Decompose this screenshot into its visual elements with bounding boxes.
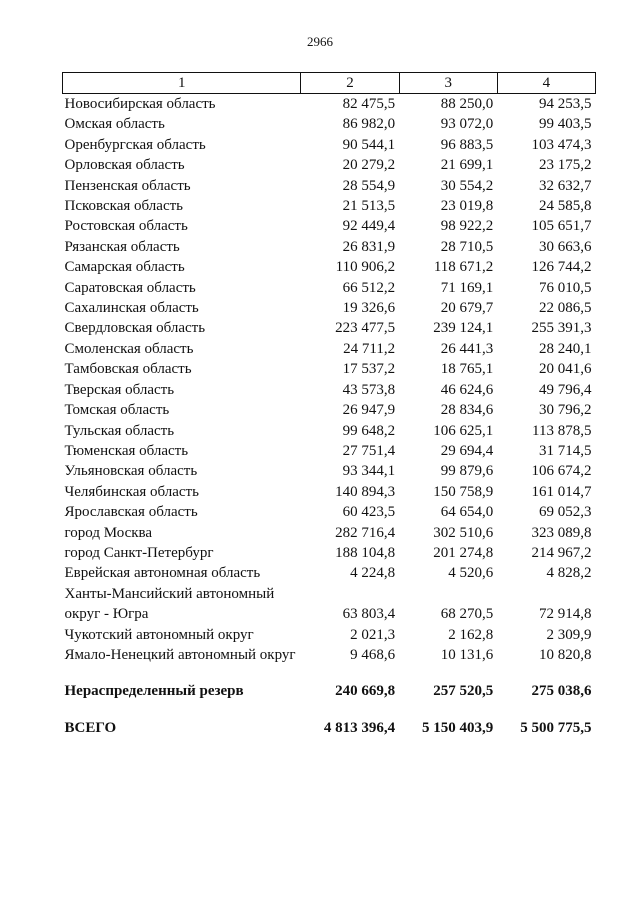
value-col2: 223 477,5: [335, 320, 396, 337]
region-name: город Санкт-Петербург: [64, 544, 214, 561]
table-row: [63, 155, 596, 175]
value-col4: 99 403,5: [539, 116, 592, 133]
value-col4: 20 041,6: [539, 361, 592, 378]
table-row: [63, 237, 596, 257]
value-col2: 2 021,3: [350, 626, 396, 643]
region-name: Смоленская область: [64, 340, 194, 357]
value-col3: 30 554,2: [440, 177, 494, 194]
table-row: [63, 359, 596, 379]
value-col3: 302 510,6: [433, 524, 494, 541]
region-name: Оренбургская область: [64, 136, 206, 153]
value-col3: 18 765,1: [440, 361, 494, 378]
value-col4: 106 674,2: [531, 463, 592, 480]
region-name: Омская область: [64, 116, 165, 133]
region-name: Ямало-Ненецкий автономный округ: [64, 646, 296, 663]
value-col4: 72 914,8: [539, 606, 592, 623]
value-col4: 31 714,5: [539, 442, 592, 459]
table-summary: [63, 665, 596, 738]
value-col2: 86 982,0: [342, 116, 396, 133]
value-col2: 43 573,8: [342, 381, 396, 398]
value-col4: 49 796,4: [539, 381, 592, 398]
value-col3: 2 162,8: [448, 626, 494, 643]
value-col3: 20 679,7: [440, 300, 494, 317]
region-name: Ярославская область: [64, 504, 198, 521]
table-row: [63, 502, 596, 522]
header-row: [63, 73, 596, 94]
value-col2: 21 513,5: [342, 198, 396, 215]
region-name: Самарская область: [64, 259, 185, 276]
value-col3: 99 879,6: [440, 463, 494, 480]
value-col4: 10 820,8: [539, 646, 592, 663]
value-col2: 17 537,2: [342, 361, 396, 378]
value-col4: 105 651,7: [531, 218, 592, 235]
region-name: Саратовская область: [64, 279, 196, 296]
value-col4: 30 796,2: [539, 402, 592, 419]
table-row: [63, 584, 596, 625]
region-name: Сахалинская область: [64, 300, 199, 317]
total-value-col4: 5 500 775,5: [520, 719, 592, 736]
value-col3: 23 019,8: [440, 198, 494, 215]
table-row: [63, 278, 596, 298]
value-col4: 30 663,6: [539, 238, 592, 255]
table-row: [63, 339, 596, 359]
value-col3: 64 654,0: [440, 504, 494, 521]
value-col3: 21 699,1: [440, 157, 494, 174]
table-row: [63, 176, 596, 196]
reserve-value-col4: 275 038,6: [531, 683, 592, 700]
table-row: [63, 298, 596, 318]
value-col3: 106 625,1: [433, 422, 494, 439]
value-col4: 214 967,2: [531, 544, 592, 561]
value-col4: 2 309,9: [546, 626, 592, 643]
total-row: [63, 718, 596, 738]
value-col4: 323 089,8: [531, 524, 592, 541]
value-col3: 28 710,5: [440, 238, 494, 255]
table-row: [63, 645, 596, 665]
table-row: [63, 482, 596, 502]
total-value-col2: 4 813 396,4: [323, 719, 396, 736]
value-col2: 26 831,9: [342, 238, 396, 255]
value-col3: 201 274,8: [433, 544, 494, 561]
value-col3: 28 834,6: [440, 402, 494, 419]
header-col-4: 4: [497, 73, 595, 94]
value-col4: 4 828,2: [546, 565, 592, 582]
region-name: город Москва: [64, 524, 153, 541]
table-row: [63, 380, 596, 400]
value-col3: 93 072,0: [440, 116, 494, 133]
value-col4: 103 474,3: [531, 136, 592, 153]
value-col3: 98 922,2: [440, 218, 494, 235]
value-col4: 113 878,5: [532, 422, 592, 439]
value-col2: 282 716,4: [335, 524, 396, 541]
table-row: [63, 625, 596, 645]
value-col3: 150 758,9: [433, 483, 494, 500]
value-col4: 76 010,5: [539, 279, 592, 296]
value-col3: 46 624,6: [440, 381, 494, 398]
table-body: [63, 94, 596, 666]
table-row: [63, 400, 596, 420]
table-row: [63, 523, 596, 543]
value-col3: 10 131,6: [440, 646, 494, 663]
region-name: Томская область: [64, 402, 170, 419]
value-col3: 4 520,6: [448, 565, 494, 582]
value-col4: 23 175,2: [539, 157, 592, 174]
region-name: Псковская область: [64, 198, 183, 215]
region-name: Тульская область: [64, 422, 175, 439]
region-name: Еврейская автономная область: [64, 565, 261, 582]
region-name: Тверская область: [64, 381, 175, 398]
page-number: 2966: [307, 34, 333, 49]
reserve-row: [63, 681, 596, 701]
region-name: Чукотский автономный округ: [64, 626, 254, 643]
table-row: [63, 543, 596, 563]
value-col4: 32 632,7: [539, 177, 592, 194]
value-col2: 92 449,4: [342, 218, 396, 235]
value-col2: 27 751,4: [342, 442, 396, 459]
value-col2: 188 104,8: [335, 544, 396, 561]
header-col-1: 1: [63, 73, 301, 94]
region-name: Тамбовская область: [64, 361, 192, 378]
value-col2: 110 906,2: [335, 259, 396, 276]
value-col2: 63 803,4: [342, 606, 396, 623]
reserve-label: Нераспределенный резерв: [64, 683, 244, 700]
region-name: Новосибирская область: [64, 96, 216, 112]
value-col2: 99 648,2: [342, 422, 396, 439]
value-col2: 28 554,9: [342, 177, 396, 194]
table-row: [63, 257, 596, 277]
region-name: Ханты-Мансийский автономный округ - Югра: [64, 585, 275, 623]
total-value-col3: 5 150 403,9: [422, 719, 494, 736]
region-name: Тюменская область: [64, 442, 189, 459]
value-col2: 26 947,9: [342, 402, 396, 419]
value-col2: 93 344,1: [342, 463, 396, 480]
value-col2: 66 512,2: [342, 279, 396, 296]
region-name: Пензенская область: [64, 177, 191, 194]
value-col2: 24 711,2: [343, 340, 396, 357]
value-col4: 126 744,2: [531, 259, 592, 276]
value-col2: 4 224,8: [350, 565, 396, 582]
spacer-row: [63, 665, 596, 681]
value-col2: 9 468,6: [350, 646, 396, 663]
value-col3: 239 124,1: [433, 320, 494, 337]
region-name: Ростовская область: [64, 218, 188, 235]
value-col3: 26 441,3: [440, 340, 494, 357]
value-col3: 96 883,5: [440, 136, 494, 153]
value-col4: 24 585,8: [539, 198, 592, 215]
table-row: [63, 216, 596, 236]
reserve-value-col2: 240 669,8: [335, 683, 396, 700]
value-col3: 88 250,0: [440, 96, 494, 112]
value-col3: 29 694,4: [440, 442, 494, 459]
region-name: Ульяновская область: [64, 463, 198, 480]
region-name: Свердловская область: [64, 320, 206, 337]
value-col3: 118 671,2: [433, 259, 494, 276]
spacer-row: [63, 702, 596, 718]
table-row: [63, 421, 596, 441]
value-col2: 90 544,1: [342, 136, 396, 153]
value-col2: 140 894,3: [335, 483, 396, 500]
header-col-2: 2: [301, 73, 399, 94]
table-row: [63, 441, 596, 461]
total-label: ВСЕГО: [64, 719, 117, 736]
table-row: [63, 318, 596, 338]
table-header: [63, 73, 596, 94]
value-col4: 161 014,7: [531, 483, 592, 500]
value-col2: 60 423,5: [342, 504, 396, 521]
table-row: [63, 461, 596, 481]
table-row: [63, 94, 596, 115]
value-col4: 69 052,3: [539, 504, 592, 521]
budget-table-container: [62, 72, 596, 738]
table-row: [63, 135, 596, 155]
table-row: [63, 196, 596, 216]
value-col4: 255 391,3: [531, 320, 592, 337]
budget-table: [62, 72, 596, 738]
value-col3: 71 169,1: [440, 279, 494, 296]
region-name: Рязанская область: [64, 238, 180, 255]
table-row: [63, 563, 596, 583]
value-col4: 28 240,1: [539, 340, 592, 357]
value-col3: 68 270,5: [440, 606, 494, 623]
value-col2: 19 326,6: [342, 300, 396, 317]
table-row: [63, 114, 596, 134]
value-col2: 20 279,2: [342, 157, 396, 174]
region-name: Челябинская область: [64, 483, 199, 500]
value-col4: 94 253,5: [539, 96, 592, 112]
header-col-3: 3: [399, 73, 497, 94]
reserve-value-col3: 257 520,5: [433, 683, 494, 700]
region-name: Орловская область: [64, 157, 185, 174]
value-col4: 22 086,5: [539, 300, 592, 317]
value-col2: 82 475,5: [342, 96, 396, 112]
